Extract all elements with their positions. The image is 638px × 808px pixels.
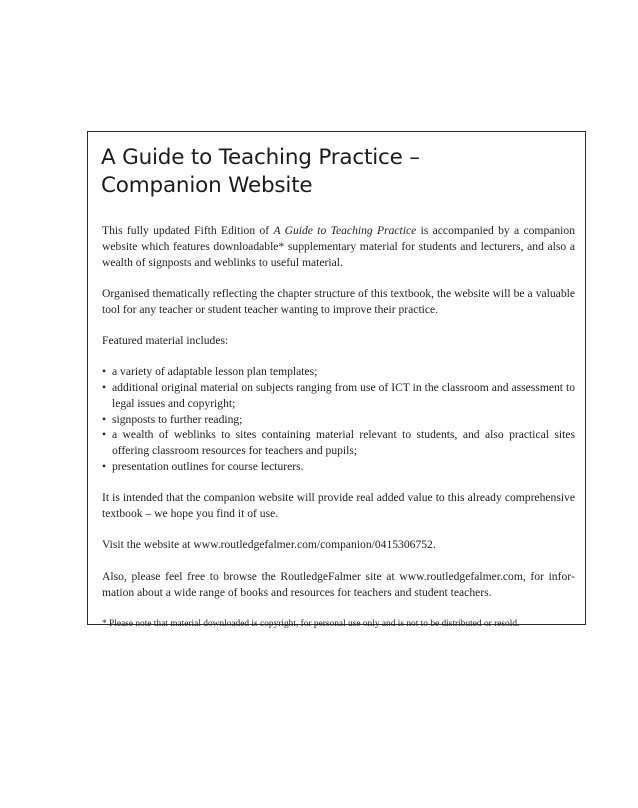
list-item-text: a wealth of weblinks to sites containing material relevant to students, and also practical sites offering classroom resources for teachers and pupils; bbox=[112, 428, 575, 458]
intro-paragraph bbox=[102, 223, 575, 270]
list-item bbox=[102, 459, 575, 475]
bullet-icon: • bbox=[102, 428, 107, 442]
page-title bbox=[101, 144, 571, 200]
bullet-icon: • bbox=[102, 460, 107, 474]
intro-post: is accompanied by a companion website which features downloadable* supplementary material for students and lecturers, and also a wealth of signposts and weblinks to useful material. bbox=[102, 224, 575, 269]
bullet-icon: • bbox=[102, 365, 107, 379]
list-item-text: a variety of adaptable lesson plan templates; bbox=[112, 365, 318, 379]
intro-pre: This fully updated Fifth Edition of bbox=[102, 224, 274, 237]
list-item-text: signposts to further reading; bbox=[112, 412, 243, 426]
intended-paragraph: It is intended that the companion website will provide real added value to this already comprehensive textbook – we hope you find it of use. bbox=[102, 491, 575, 521]
copyright-footnote: * Please note that material downloaded is copyright, for personal use only and is not to be distributed or resold. bbox=[102, 619, 520, 630]
body-text bbox=[102, 223, 575, 631]
list-item bbox=[102, 412, 575, 428]
book-title: A Guide to Teaching Practice bbox=[273, 224, 417, 237]
list-item-text: additional original material on subjects ranging from use of ICT in the classroom and assessment to legal issues and copyright; bbox=[112, 381, 575, 410]
title-line-1: A Guide to Teaching Practice – bbox=[101, 145, 420, 170]
featured-list bbox=[102, 364, 575, 475]
companion-website-box bbox=[87, 131, 586, 630]
visit-paragraph: Visit the website at www.routledgefalmer.com/companion/0415306752. bbox=[102, 538, 436, 552]
bullet-icon: • bbox=[102, 412, 107, 426]
list-item bbox=[102, 364, 575, 380]
organised-paragraph: Organised thematically reflecting the chapter structure of this textbook, the website will be a valuable tool for any teacher or student teacher wanting to improve their practice. bbox=[102, 286, 575, 316]
featured-heading: Featured material includes: bbox=[102, 333, 229, 347]
browse-paragraph: Also, please feel free to browse the RoutledgeFalmer site at www.routledgefalmer.com, for information about a wide range of books and resources for teachers and student teachers. bbox=[102, 569, 575, 599]
list-item-text: presentation outlines for course lecturers. bbox=[112, 460, 304, 474]
title-line-2: Companion Website bbox=[101, 173, 313, 198]
list-item bbox=[102, 380, 575, 412]
list-item bbox=[102, 427, 575, 459]
bullet-icon: • bbox=[102, 381, 107, 395]
